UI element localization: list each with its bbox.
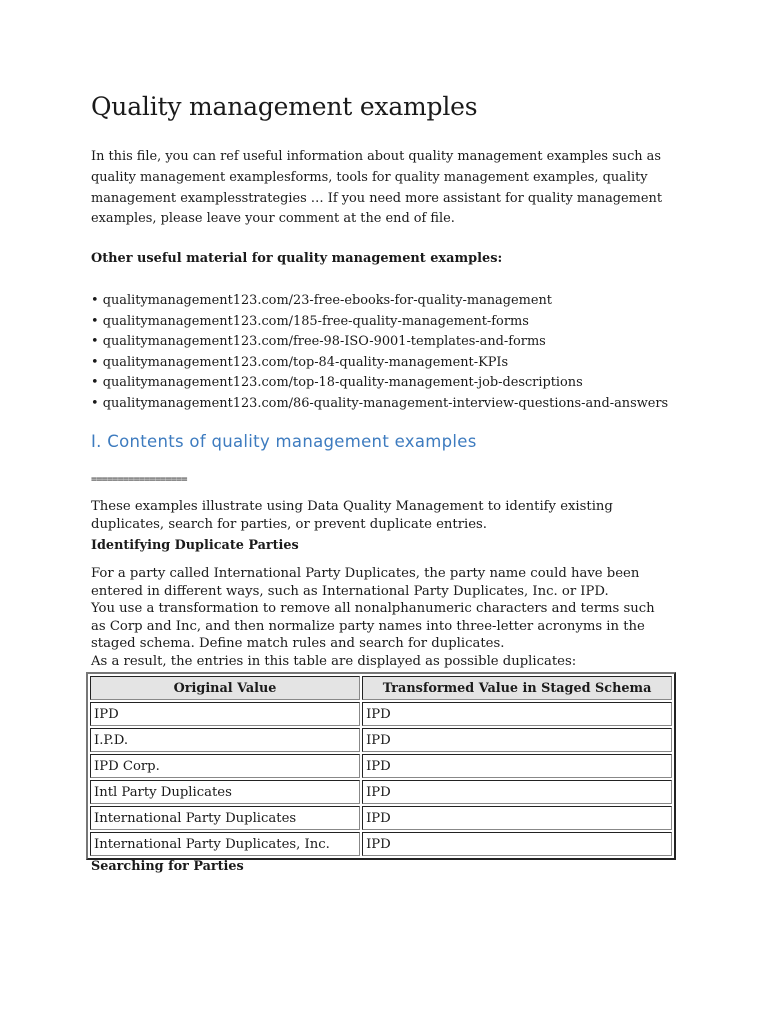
table-row bbox=[90, 806, 672, 830]
duplicates-description bbox=[91, 565, 671, 671]
resource-link[interactable]: • qualitymanagement123.com/free-98-ISO-9001-templates-and-forms bbox=[91, 332, 668, 353]
other-material-heading: Other useful material for quality management examples: bbox=[91, 251, 503, 266]
table-cell: IPD bbox=[362, 832, 672, 856]
table-row bbox=[90, 754, 672, 778]
section-heading: I. Contents of quality management examples bbox=[91, 432, 477, 451]
resource-link-list bbox=[91, 291, 668, 415]
column-header-transformed: Transformed Value in Staged Schema bbox=[362, 676, 672, 700]
table-cell: Intl Party Duplicates bbox=[90, 780, 360, 804]
resource-link[interactable]: • qualitymanagement123.com/23-free-ebooks-for-quality-management bbox=[91, 291, 668, 312]
resource-link[interactable]: • qualitymanagement123.com/top-84-quality-management-KPIs bbox=[91, 353, 668, 374]
table-cell: IPD bbox=[362, 702, 672, 726]
duplicates-description-line: For a party called International Party Duplicates, the party name could have been entered in different ways, such as International Party Duplicates, Inc. or IPD. bbox=[91, 566, 640, 599]
table-cell: IPD bbox=[362, 806, 672, 830]
intro-paragraph: In this file, you can ref useful information about quality management examples such as quality management examplesforms, tools for quality management examples, quality management examplesstrategies … If you need more assistant for quality management examples, please leave your comment at the end of file. bbox=[91, 149, 663, 227]
resource-link[interactable]: • qualitymanagement123.com/top-18-quality-management-job-descriptions bbox=[91, 373, 668, 394]
duplicates-table bbox=[86, 672, 676, 860]
resource-link[interactable]: • qualitymanagement123.com/86-quality-management-interview-questions-and-answers bbox=[91, 394, 668, 415]
result-description: As a result, the entries in this table are displayed as possible duplicates: bbox=[91, 653, 577, 669]
column-header-original: Original Value bbox=[90, 676, 360, 700]
table-cell: I.P.D. bbox=[90, 728, 360, 752]
table-cell: IPD Corp. bbox=[90, 754, 360, 778]
table-cell: International Party Duplicates, Inc. bbox=[90, 832, 360, 856]
subheading-identifying-duplicates: Identifying Duplicate Parties bbox=[91, 538, 299, 553]
resource-link[interactable]: • qualitymanagement123.com/185-free-quality-management-forms bbox=[91, 312, 668, 333]
table-cell: IPD bbox=[90, 702, 360, 726]
examples-paragraph: These examples illustrate using Data Quality Management to identify existing duplicates, search for parties, or prevent duplicate entries. bbox=[91, 499, 613, 532]
table-cell: International Party Duplicates bbox=[90, 806, 360, 830]
table-row bbox=[90, 780, 672, 804]
subheading-searching-parties: Searching for Parties bbox=[91, 859, 244, 874]
table-cell: IPD bbox=[362, 754, 672, 778]
separator-line: ================== bbox=[91, 474, 187, 485]
table-header-row bbox=[90, 676, 672, 700]
page-title: Quality management examples bbox=[91, 92, 478, 121]
table-row bbox=[90, 702, 672, 726]
table-row bbox=[90, 728, 672, 752]
table-cell: IPD bbox=[362, 780, 672, 804]
table-cell: IPD bbox=[362, 728, 672, 752]
table-row bbox=[90, 832, 672, 856]
transformation-description: You use a transformation to remove all nonalphanumeric characters and terms such as Corp and Inc, and then normalize party names into three-letter acronyms in the staged schema. Define match rules and search for duplicates. bbox=[91, 601, 655, 652]
